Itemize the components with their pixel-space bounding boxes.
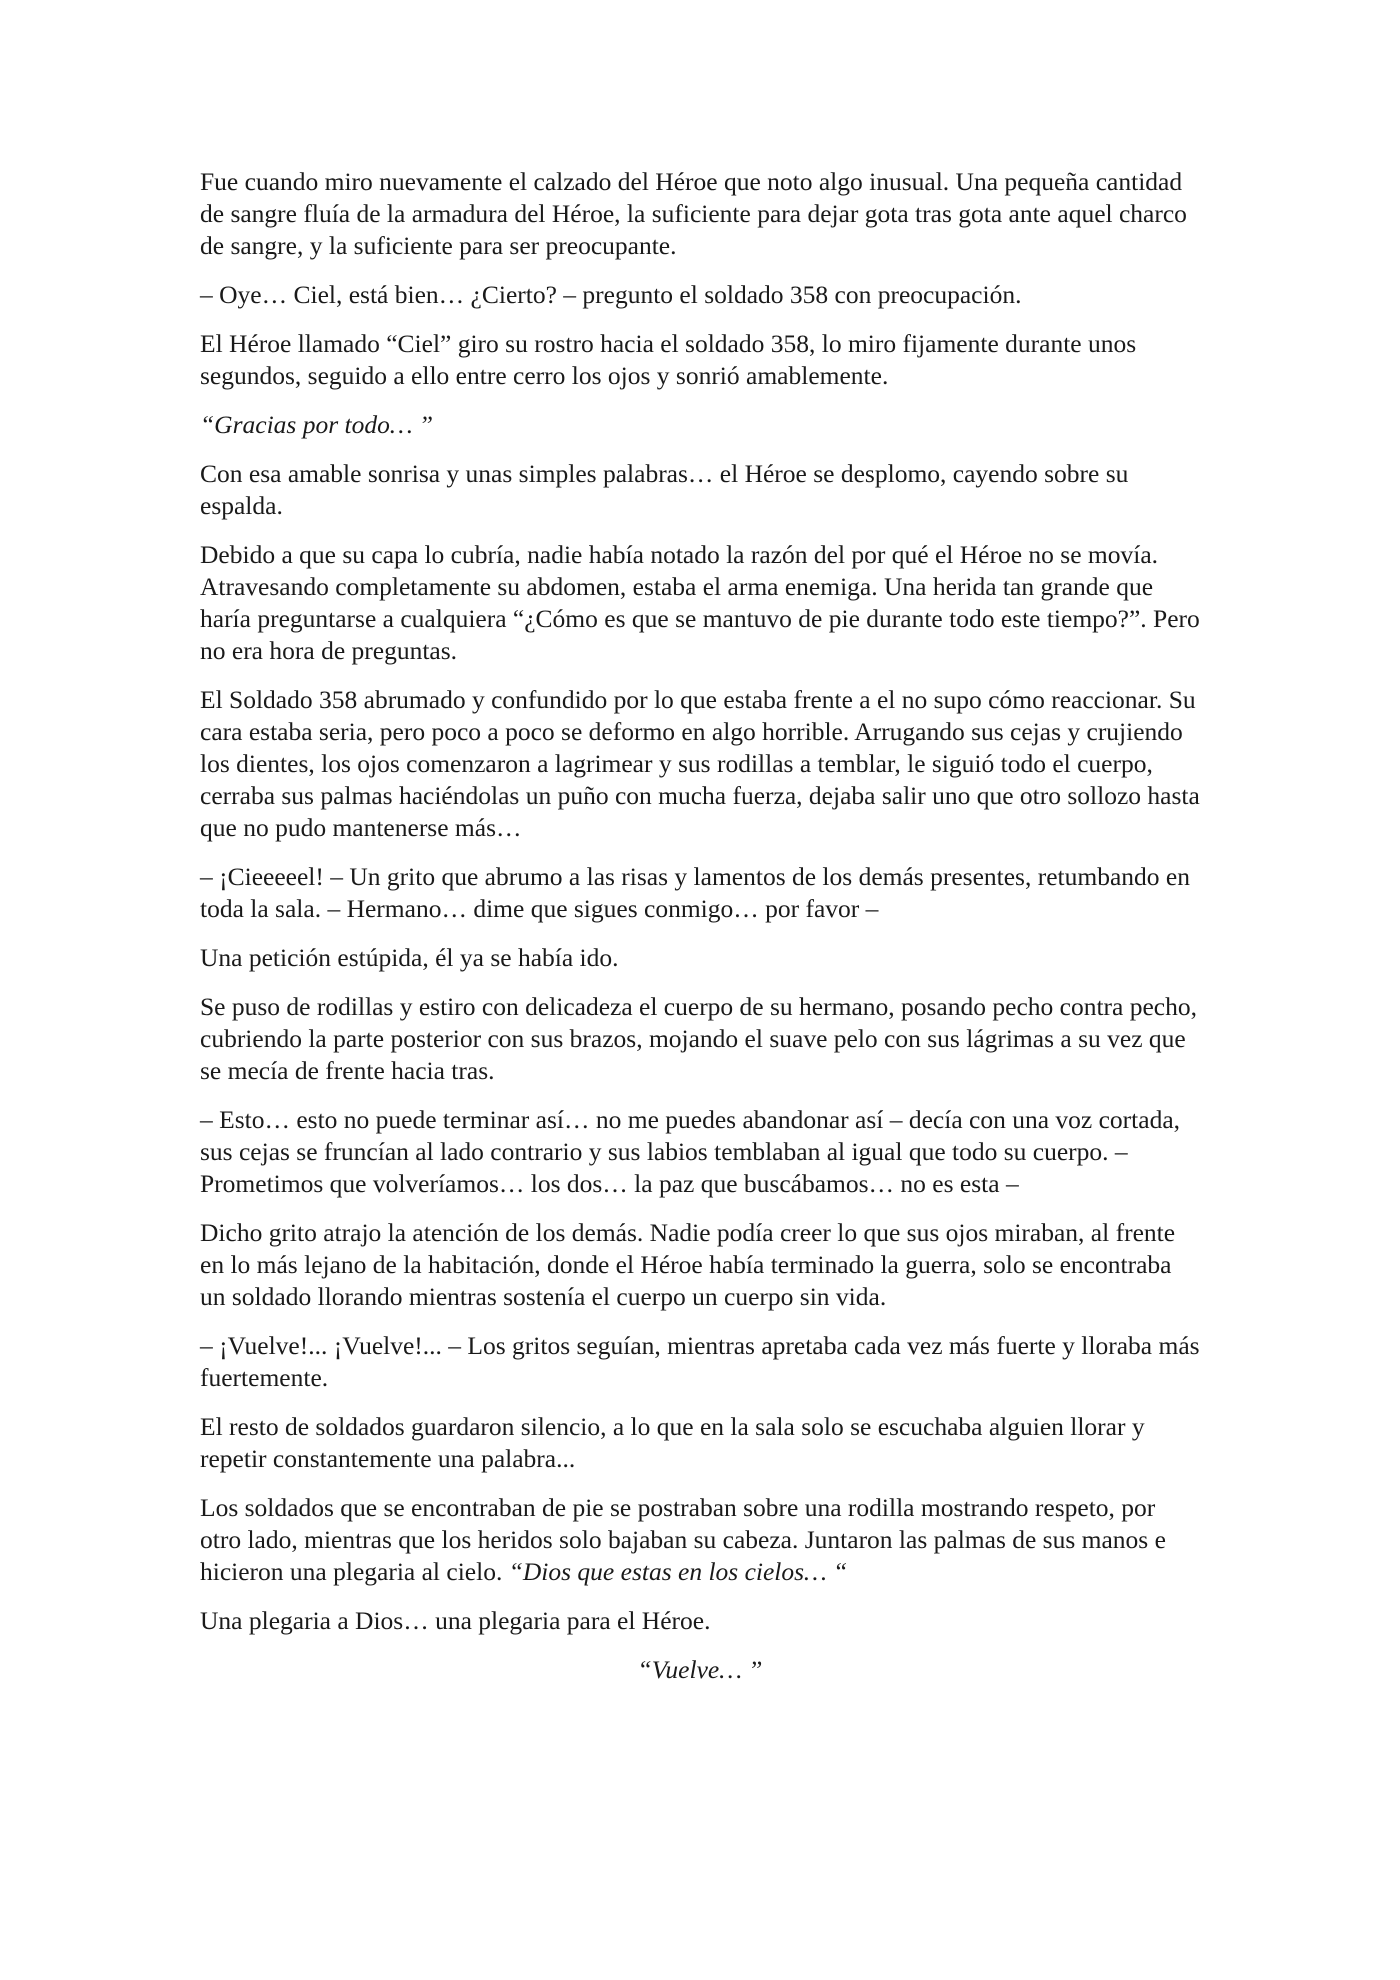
paragraph: Fue cuando miro nuevamente el calzado del Héroe que noto algo inusual. Una pequeña cantidad de sangre fluía de la armadura del Héroe, la suficiente para dejar gota tras gota ante aquel charco de sangre, y la suficiente para ser preocupante. xyxy=(200,167,1187,260)
paragraph: – Esto… esto no puede terminar así… no me puedes abandonar así – decía con una voz cortada, sus cejas se fruncían al lado contrario y sus labios temblaban al igual que todo su cuerpo. – Prometimos que volveríamos… los dos… la paz que buscábamos… no es esta – xyxy=(200,1105,1181,1198)
paragraph: – ¡Cieeeeel! – Un grito que abrumo a las risas y lamentos de los demás presentes, retumbando en toda la sala. – Hermano… dime que sigues conmigo… por favor – xyxy=(200,862,1190,923)
paragraph: El Soldado 358 abrumado y confundido por lo que estaba frente a el no supo cómo reaccionar. Su cara estaba seria, pero poco a poco se deformo en algo horrible. Arrugando sus cejas y crujiendo los dientes, los ojos comenzaron a lagrimear y sus rodillas a temblar, le siguió todo el cuerpo, cerraba sus palmas haciéndolas un puño con mucha fuerza, dejaba salir uno que otro sollozo hasta que no pudo mantenerse más… xyxy=(200,685,1200,842)
closing-quote: “Vuelve… ” xyxy=(637,1655,763,1684)
paragraph: Una plegaria a Dios… una plegaria para el Héroe. xyxy=(200,1606,711,1635)
paragraph: Con esa amable sonrisa y unas simples palabras… el Héroe se desplomo, cayendo sobre su espalda. xyxy=(200,459,1129,520)
paragraph: Debido a que su capa lo cubría, nadie había notado la razón del por qué el Héroe no se movía. Atravesando completamente su abdomen, estaba el arma enemiga. Una herida tan grande que haría preguntarse a cualquiera “¿Cómo es que se mantuvo de pie durante todo este tiempo?”. Pero no era hora de preguntas. xyxy=(200,540,1200,665)
paragraph-text: Los soldados que se encontraban de pie se postraban sobre una rodilla mostrando respeto, por otro lado, mientras que los heridos solo bajaban su cabeza. Juntaron las palmas de sus manos e hicieron una plegaria al cielo. xyxy=(200,1493,1166,1586)
prayer-quote: “Dios que estas en los cielos… “ xyxy=(508,1557,848,1586)
paragraph: Una petición estúpida, él ya se había ido. xyxy=(200,943,619,972)
italic-quote: “Gracias por todo… ” xyxy=(200,410,434,439)
paragraph: – Oye… Ciel, está bien… ¿Cierto? – pregunto el soldado 358 con preocupación. xyxy=(200,280,1022,309)
paragraph: El Héroe llamado “Ciel” giro su rostro hacia el soldado 358, lo miro fijamente durante unos segundos, seguido a ello entre cerro los ojos y sonrió amablemente. xyxy=(200,329,1137,390)
paragraph: Se puso de rodillas y estiro con delicadeza el cuerpo de su hermano, posando pecho contra pecho, cubriendo la parte posterior con sus brazos, mojando el suave pelo con sus lágrimas a su vez que se mecía de frente hacia tras. xyxy=(200,992,1197,1085)
paragraph: – ¡Vuelve!... ¡Vuelve!... – Los gritos seguían, mientras apretaba cada vez más fuerte y lloraba más fuertemente. xyxy=(200,1331,1200,1392)
paragraph: Dicho grito atrajo la atención de los demás. Nadie podía creer lo que sus ojos miraban, al frente en lo más lejano de la habitación, donde el Héroe había terminado la guerra, solo se encontraba un soldado llorando mientras sostenía el cuerpo un cuerpo sin vida. xyxy=(200,1218,1176,1311)
document-body xyxy=(200,166,1200,1703)
paragraph-with-prayer xyxy=(200,1492,1200,1588)
paragraph: El resto de soldados guardaron silencio, a lo que en la sala solo se escuchaba alguien llorar y repetir constantemente una palabra... xyxy=(200,1412,1145,1473)
